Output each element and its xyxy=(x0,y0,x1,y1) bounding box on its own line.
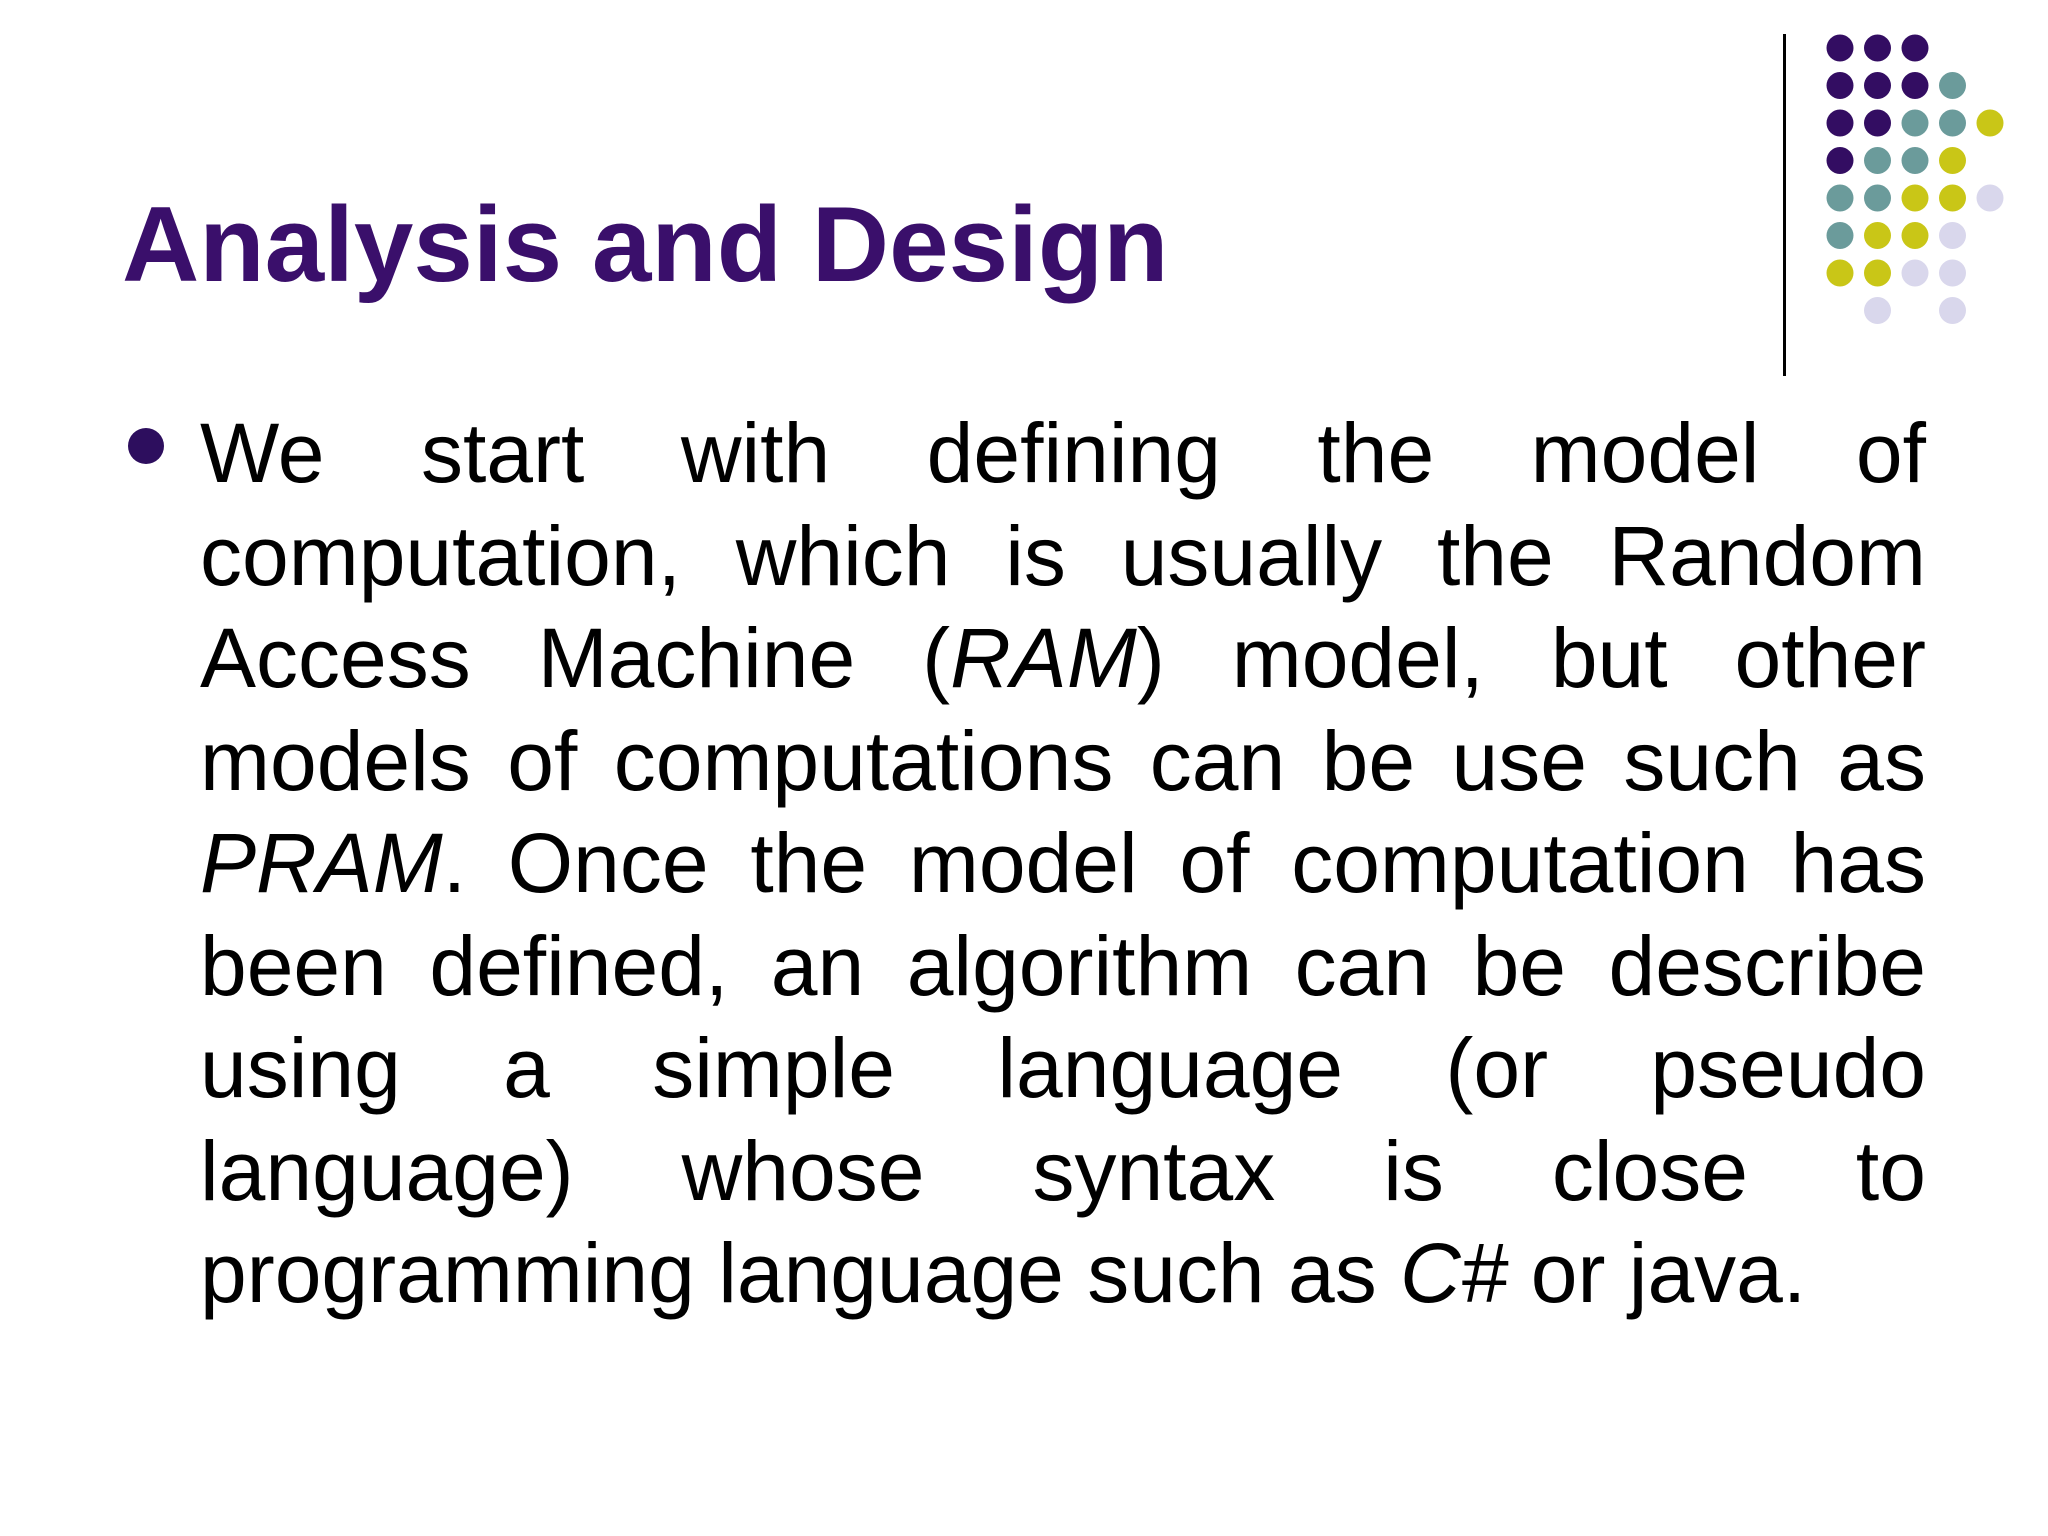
decorative-dot xyxy=(1864,185,1891,212)
decorative-dot xyxy=(1827,72,1854,99)
bullet-text-segment: . Once the model of computation has been defined, an algorithm can be describe using a simple language (or pseudo language) whose syntax is close to programming language such as xyxy=(200,816,1926,1320)
bullet-text-segment: or java. xyxy=(1507,1226,1807,1320)
decorative-dot xyxy=(1902,185,1929,212)
decorative-dot xyxy=(1827,185,1854,212)
decorative-dot xyxy=(1864,297,1891,324)
decorative-dot xyxy=(1939,222,1966,249)
decorative-dot xyxy=(1827,147,1854,174)
decorative-dot xyxy=(1977,185,2004,212)
bullet-text-italic-term: RAM xyxy=(950,611,1137,705)
bullet-text-segment: We start with defining the model of computation, which is usually the Random Access Machine ( xyxy=(200,406,1926,705)
decorative-dot xyxy=(1902,222,1929,249)
decorative-dot-grid xyxy=(0,0,2048,340)
bullet-text-italic-term: C# xyxy=(1400,1226,1508,1320)
decorative-dot xyxy=(1939,260,1966,287)
decorative-dot xyxy=(1939,72,1966,99)
decorative-dot xyxy=(1864,110,1891,137)
decorative-dot xyxy=(1864,147,1891,174)
bullet-text-italic-term: PRAM xyxy=(200,816,443,910)
decorative-dot xyxy=(1827,222,1854,249)
bullet-text-segment: ) model, but other models of computations can be use such as xyxy=(200,611,1927,808)
decorative-dot xyxy=(1939,185,1966,212)
decorative-dot xyxy=(1939,147,1966,174)
decorative-dot xyxy=(1864,222,1891,249)
decorative-dot xyxy=(1864,35,1891,62)
decorative-dot xyxy=(1827,35,1854,62)
decorative-dot xyxy=(1864,260,1891,287)
bullet-icon xyxy=(128,428,164,464)
decorative-dot xyxy=(1827,110,1854,137)
decorative-dot xyxy=(1902,110,1929,137)
decorative-dot xyxy=(1939,110,1966,137)
decorative-dot xyxy=(1902,72,1929,99)
bullet-text xyxy=(200,402,1926,1325)
decorative-dot xyxy=(1902,35,1929,62)
decorative-dot xyxy=(1902,260,1929,287)
decorative-dot xyxy=(1902,147,1929,174)
slide-title: Analysis and Design xyxy=(122,184,1169,304)
decorative-dot xyxy=(1827,260,1854,287)
decorative-dot xyxy=(1977,110,2004,137)
decorative-dot xyxy=(1864,72,1891,99)
decorative-dot xyxy=(1939,297,1966,324)
